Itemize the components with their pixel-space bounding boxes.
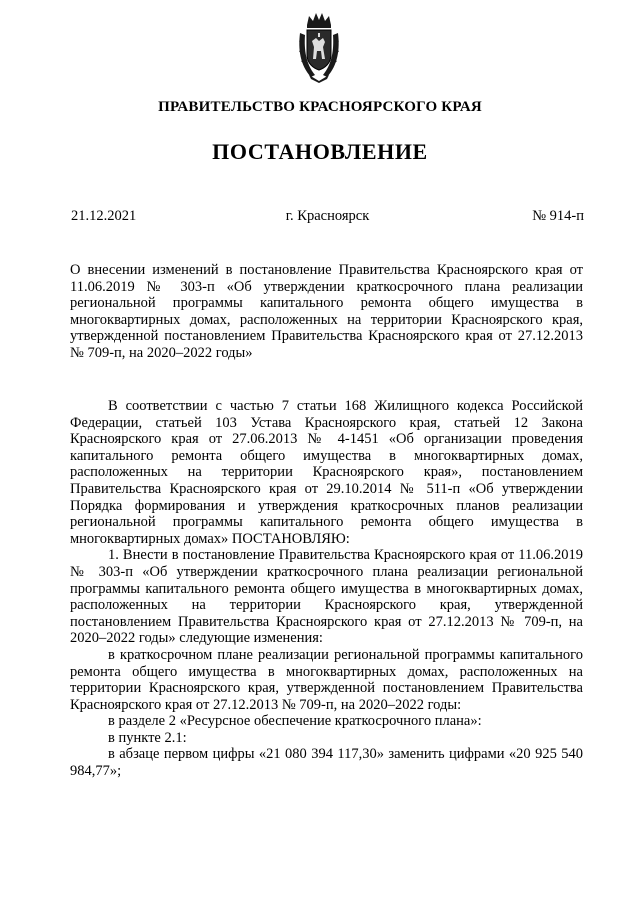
body-paragraph: в абзаце первом цифры «21 080 394 117,30» заменить цифрами «20 925 540 984,77»; <box>70 746 583 780</box>
document-subject: О внесении изменений в постановление Правительства Красноярского края от 11.06.2019 № 303-п «Об утверждении краткосрочного плана реализации региональной программы капитального ремонта общего имущества в многоквартирных домах, расположенных на территории Красноярского края, утвержденной постановлением Правительства Красноярского края от 27.12.2013 № 709-п, на 2020–2022 годы» <box>70 262 583 361</box>
body-paragraph: в пункте 2.1: <box>108 729 187 746</box>
document-city: г. Красноярск <box>285 208 370 224</box>
document-body <box>70 398 583 780</box>
body-paragraph: В соответствии с частью 7 статьи 168 Жилищного кодекса Российской Федерации, статьей 103 Устава Красноярского края, статьей 12 Закона Красноярского края от 27.06.2013 № 4-1451 «Об организации проведения капитального ремонта общего имущества в многоквартирных домах, расположенных на территории Красноярского края», постановлением Правительства Красноярского края от 29.10.2014 № 511-п «Об утверждении Порядка формирования и утверждения краткосрочных планов реализации региональной программы капитального ремонта общего имущества в многоквартирных домах» ПОСТАНОВЛЯЮ: <box>70 398 583 547</box>
body-paragraph: в разделе 2 «Ресурсное обеспечение краткосрочного плана»: <box>108 713 482 730</box>
body-paragraph: 1. Внести в постановление Правительства Красноярского края от 11.06.2019 № 303-п «Об утверждении краткосрочного плана реализации региональной программы капитального ремонта общего имущества в многоквартирных домах, расположенных на территории Красноярского края, утвержденной постановлением Правительства Красноярского края от 27.12.2013 № 709-п, на 2020–2022 годы» следующие изменения: <box>70 547 583 647</box>
krasnoyarsk-coat-of-arms-icon <box>297 11 341 84</box>
document-date: 21.12.2021 <box>71 208 137 224</box>
document-meta-row <box>71 208 584 228</box>
organization-name: ПРАВИТЕЛЬСТВО КРАСНОЯРСКОГО КРАЯ <box>158 99 482 115</box>
document-type-title: ПОСТАНОВЛЕНИЕ <box>212 139 428 164</box>
body-paragraph: в краткосрочном плане реализации региональной программы капитального ремонта общего имущества в многоквартирных домах, расположенных на территории Красноярского края, утвержденной постановлением Правительства Красноярского края от 27.12.2013 № 709-п, на 2020–2022 годы: <box>70 646 583 713</box>
document-number: № 914-п <box>532 208 584 224</box>
